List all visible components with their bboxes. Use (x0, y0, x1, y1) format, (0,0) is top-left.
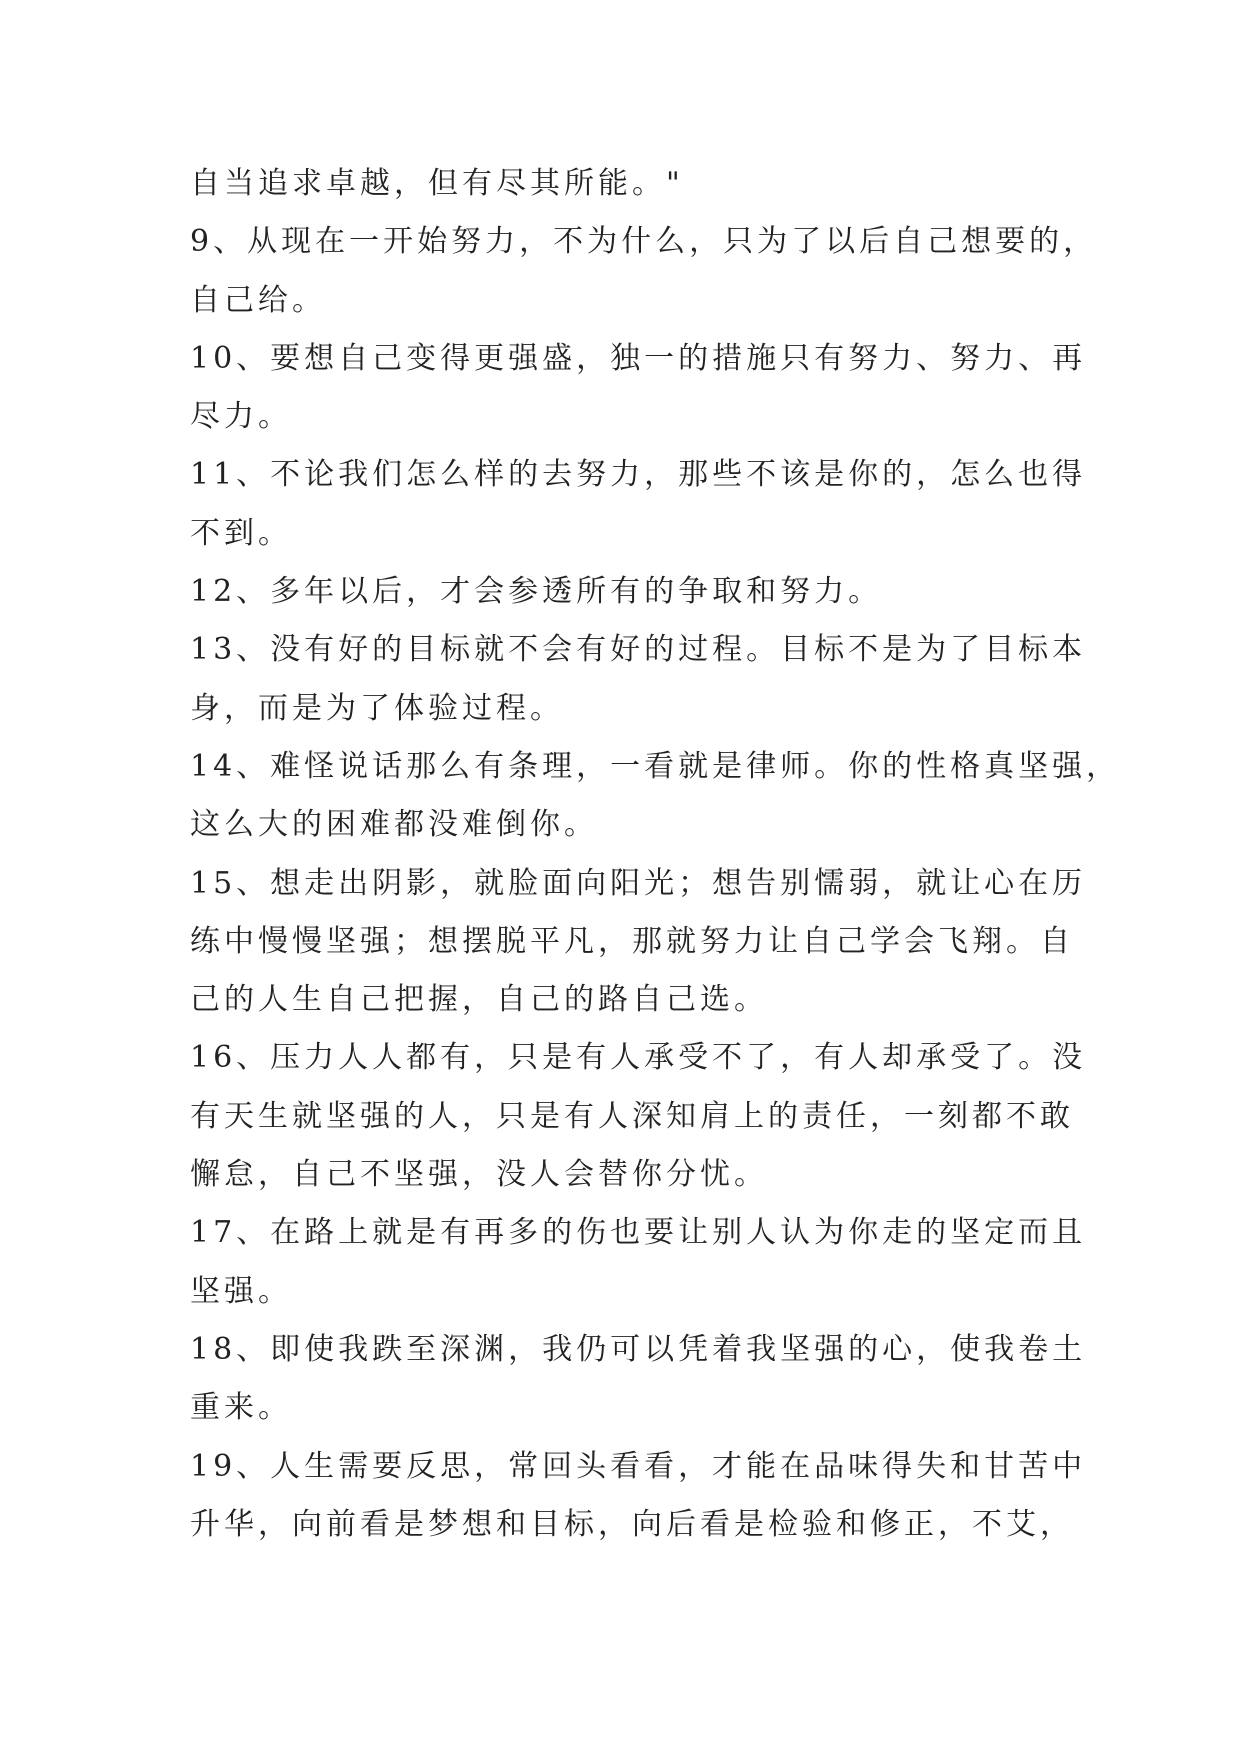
text-line: 12、多年以后，才会参透所有的争取和努力。 (190, 574, 883, 610)
text-line: 19、人生需要反思，常回头看看，才能在品味得失和甘苦中 (190, 1448, 1087, 1484)
text-line: 14、难怪说话那么有条理，一看就是律师。你的性格真坚强， (190, 748, 1121, 784)
text-line: 16、压力人人都有，只是有人承受不了，有人却承受了。没 (190, 1040, 1087, 1076)
text-line: 10、要想自己变得更强盛，独一的措施只有努力、努力、再 (190, 340, 1087, 376)
text-line: 懈怠，自己不坚强，没人会替你分忧。 (190, 1157, 768, 1193)
text-line: 这么大的困难都没难倒你。 (190, 807, 598, 843)
text-line: 15、想走出阴影，就脸面向阳光；想告别懦弱，就让心在历 (190, 865, 1087, 901)
text-line: 升华，向前看是梦想和目标，向后看是检验和修正，不艾， (190, 1506, 1074, 1542)
text-line: 重来。 (190, 1390, 292, 1426)
text-line: 18、即使我跌至深渊，我仍可以凭着我坚强的心，使我卷土 (190, 1331, 1087, 1367)
text-line: 有天生就坚强的人，只是有人深知肩上的责任，一刻都不敢 (190, 1098, 1074, 1134)
text-line: 身，而是为了体验过程。 (190, 690, 564, 726)
text-line: 练中慢慢坚强；想摆脱平凡，那就努力让自己学会飞翔。自 (190, 923, 1074, 959)
text-line: 自己给。 (190, 282, 326, 318)
text-line: 坚强。 (190, 1273, 292, 1309)
text-line: 9、从现在一开始努力，不为什么，只为了以后自己想要的， (190, 224, 1098, 260)
text-line: 11、不论我们怎么样的去努力，那些不该是你的，怎么也得 (190, 457, 1087, 493)
text-line: 尽力。 (190, 399, 292, 435)
text-line: 不到。 (190, 515, 292, 551)
text-line: 17、在路上就是有再多的伤也要让别人认为你走的坚定而且 (190, 1215, 1087, 1251)
text-line: 13、没有好的目标就不会有好的过程。目标不是为了目标本 (190, 632, 1087, 668)
document-body (190, 155, 1121, 1554)
text-line: 己的人生自己把握，自己的路自己选。 (190, 982, 768, 1018)
text-line: 自当追求卓越，但有尽其所能。" (190, 166, 684, 201)
